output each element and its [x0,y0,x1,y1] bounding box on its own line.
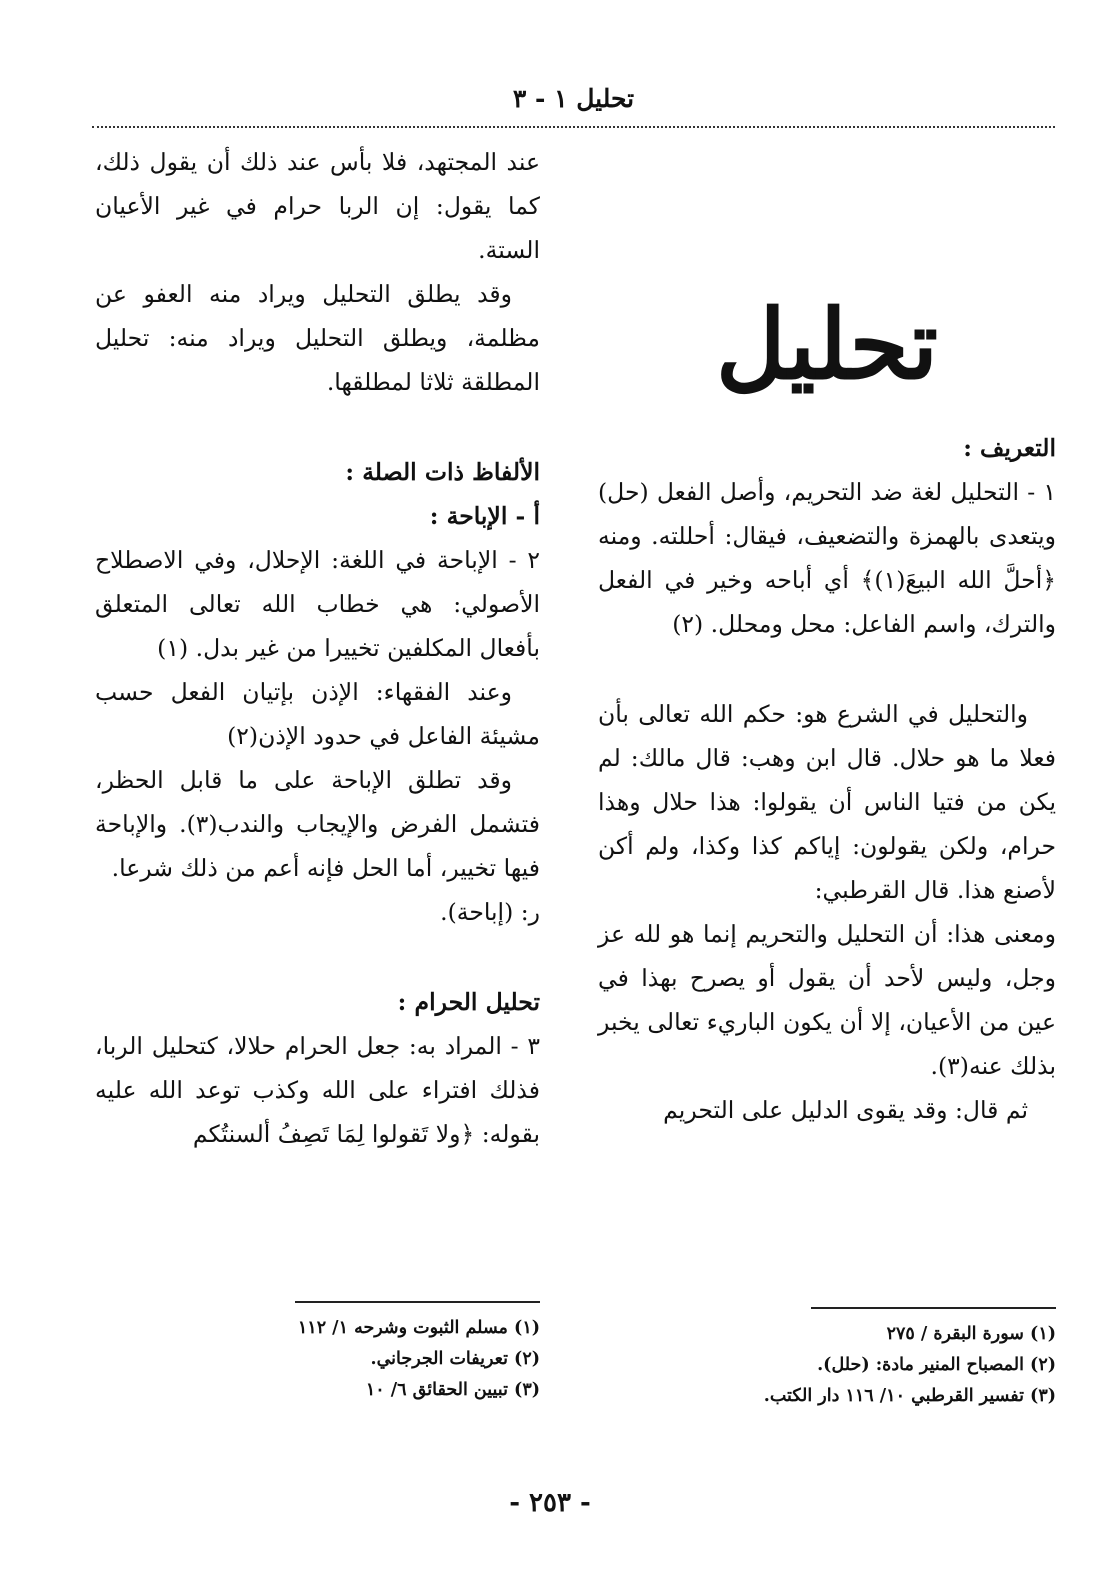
continued-paragraph: عند المجتهد، فلا بأس عند ذلك أن يقول ذلك، كما يقول: إن الربا حرام في غير الأعيان الستة. [95,148,540,264]
meaning-paragraph: ومعنى هذا: أن التحليل والتحريم إنما هو لله عز وجل، وليس لأحد أن يقول أو يصرح بهذا في عين من الأعيان، إلا أن يكون الباريء تعالى يخبر بذلك عنه(٣). [598,920,1056,1080]
footnote: (٣) تبيين الحقائق ٦/ ١٠ [365,1380,540,1400]
ibaha-scope-paragraph: وقد تطلق الإباحة على ما قابل الحظر، فتشمل الفرض والإيجاب والندب(٣). والإباحة فيها تخيير، أما الحل فإنه أعم من ذلك شرعا. [95,766,540,882]
forgiveness-paragraph: وقد يطلق التحليل ويراد منه العفو عن مظلمة، ويطلق التحليل ويراد منه: تحليل المطلقة ثلاثا لمطلقها. [95,280,540,396]
definition-heading: التعريف : [963,434,1056,462]
running-header: تحليل ١ - ٣ [512,84,635,113]
page-number: - ٢٥٣ - [509,1488,591,1518]
definition-paragraph: ١ - التحليل لغة ضد التحريم، وأصل الفعل (حل) ويتعدى بالهمزة والتضعيف، فيقال: أحللته. ومنه ﴿أحلَّ الله البيعَ(١)﴾ أي أباحه وخير في الفعل والترك، واسم الفاعل: محل ومحلل. (٢) [598,478,1056,638]
left-footnotes [95,1301,540,1406]
tahlil-haram-paragraph: ٣ - المراد به: جعل الحرام حلالا، كتحليل الربا، فذلك افتراء على الله وكذب توعد الله عليه بقوله: ﴿ولا تَقولوا لِمَا تَصِفُ ألسنتُكم [95,1032,540,1148]
ibaha-heading: أ - الإباحة : [429,502,540,530]
right-column [598,426,1056,1132]
ibaha-definition-paragraph: ٢ - الإباحة في اللغة: الإحلال، وفي الاصطلاح الأصولي: هي خطاب الله تعالى المتعلق بأفعال المكلفين تخييرا من غير بدل. (١) [95,546,540,662]
continuation-paragraph: ثم قال: وقد يقوى الدليل على التحريم [663,1096,1028,1124]
footnote: (٢) تعريفات الجرجاني. [370,1349,540,1369]
footnote-rule [811,1307,1056,1309]
sharia-paragraph: والتحليل في الشرع هو: حكم الله تعالى بأن فعلا ما هو حلال. قال ابن وهب: قال مالك: لم يكن من فتيا الناس أن يقولوا: هذا حلال وهذا حرام، ولكن يقولون: إياكم كذا وكذا، ولم أكن لأصنع هذا. قال القرطبي: [598,700,1056,904]
tahlil-haram-heading: تحليل الحرام : [397,988,540,1016]
fuqaha-paragraph: وعند الفقهاء: الإذن بإتيان الفعل حسب مشيئة الفاعل في حدود الإذن(٢) [95,678,540,750]
footnote-rule [295,1301,540,1303]
footnote: (١) سورة البقرة / ٢٧٥ [886,1324,1056,1344]
right-footnotes [598,1307,1056,1412]
related-terms-heading: الألفاظ ذات الصلة : [345,458,540,486]
entry-title: تحليل [715,288,939,401]
footnote: (٣) تفسير القرطبي ١٠/ ١١٦ دار الكتب. [763,1386,1056,1406]
footnote: (١) مسلم الثبوت وشرحه ١/ ١١٢ [297,1318,540,1338]
left-column [95,140,540,1156]
footnote: (٢) المصباح المنير مادة: (حلل). [817,1355,1056,1375]
see-reference: ر: (إباحة). [440,898,540,926]
header-dotted-rule [92,126,1055,128]
